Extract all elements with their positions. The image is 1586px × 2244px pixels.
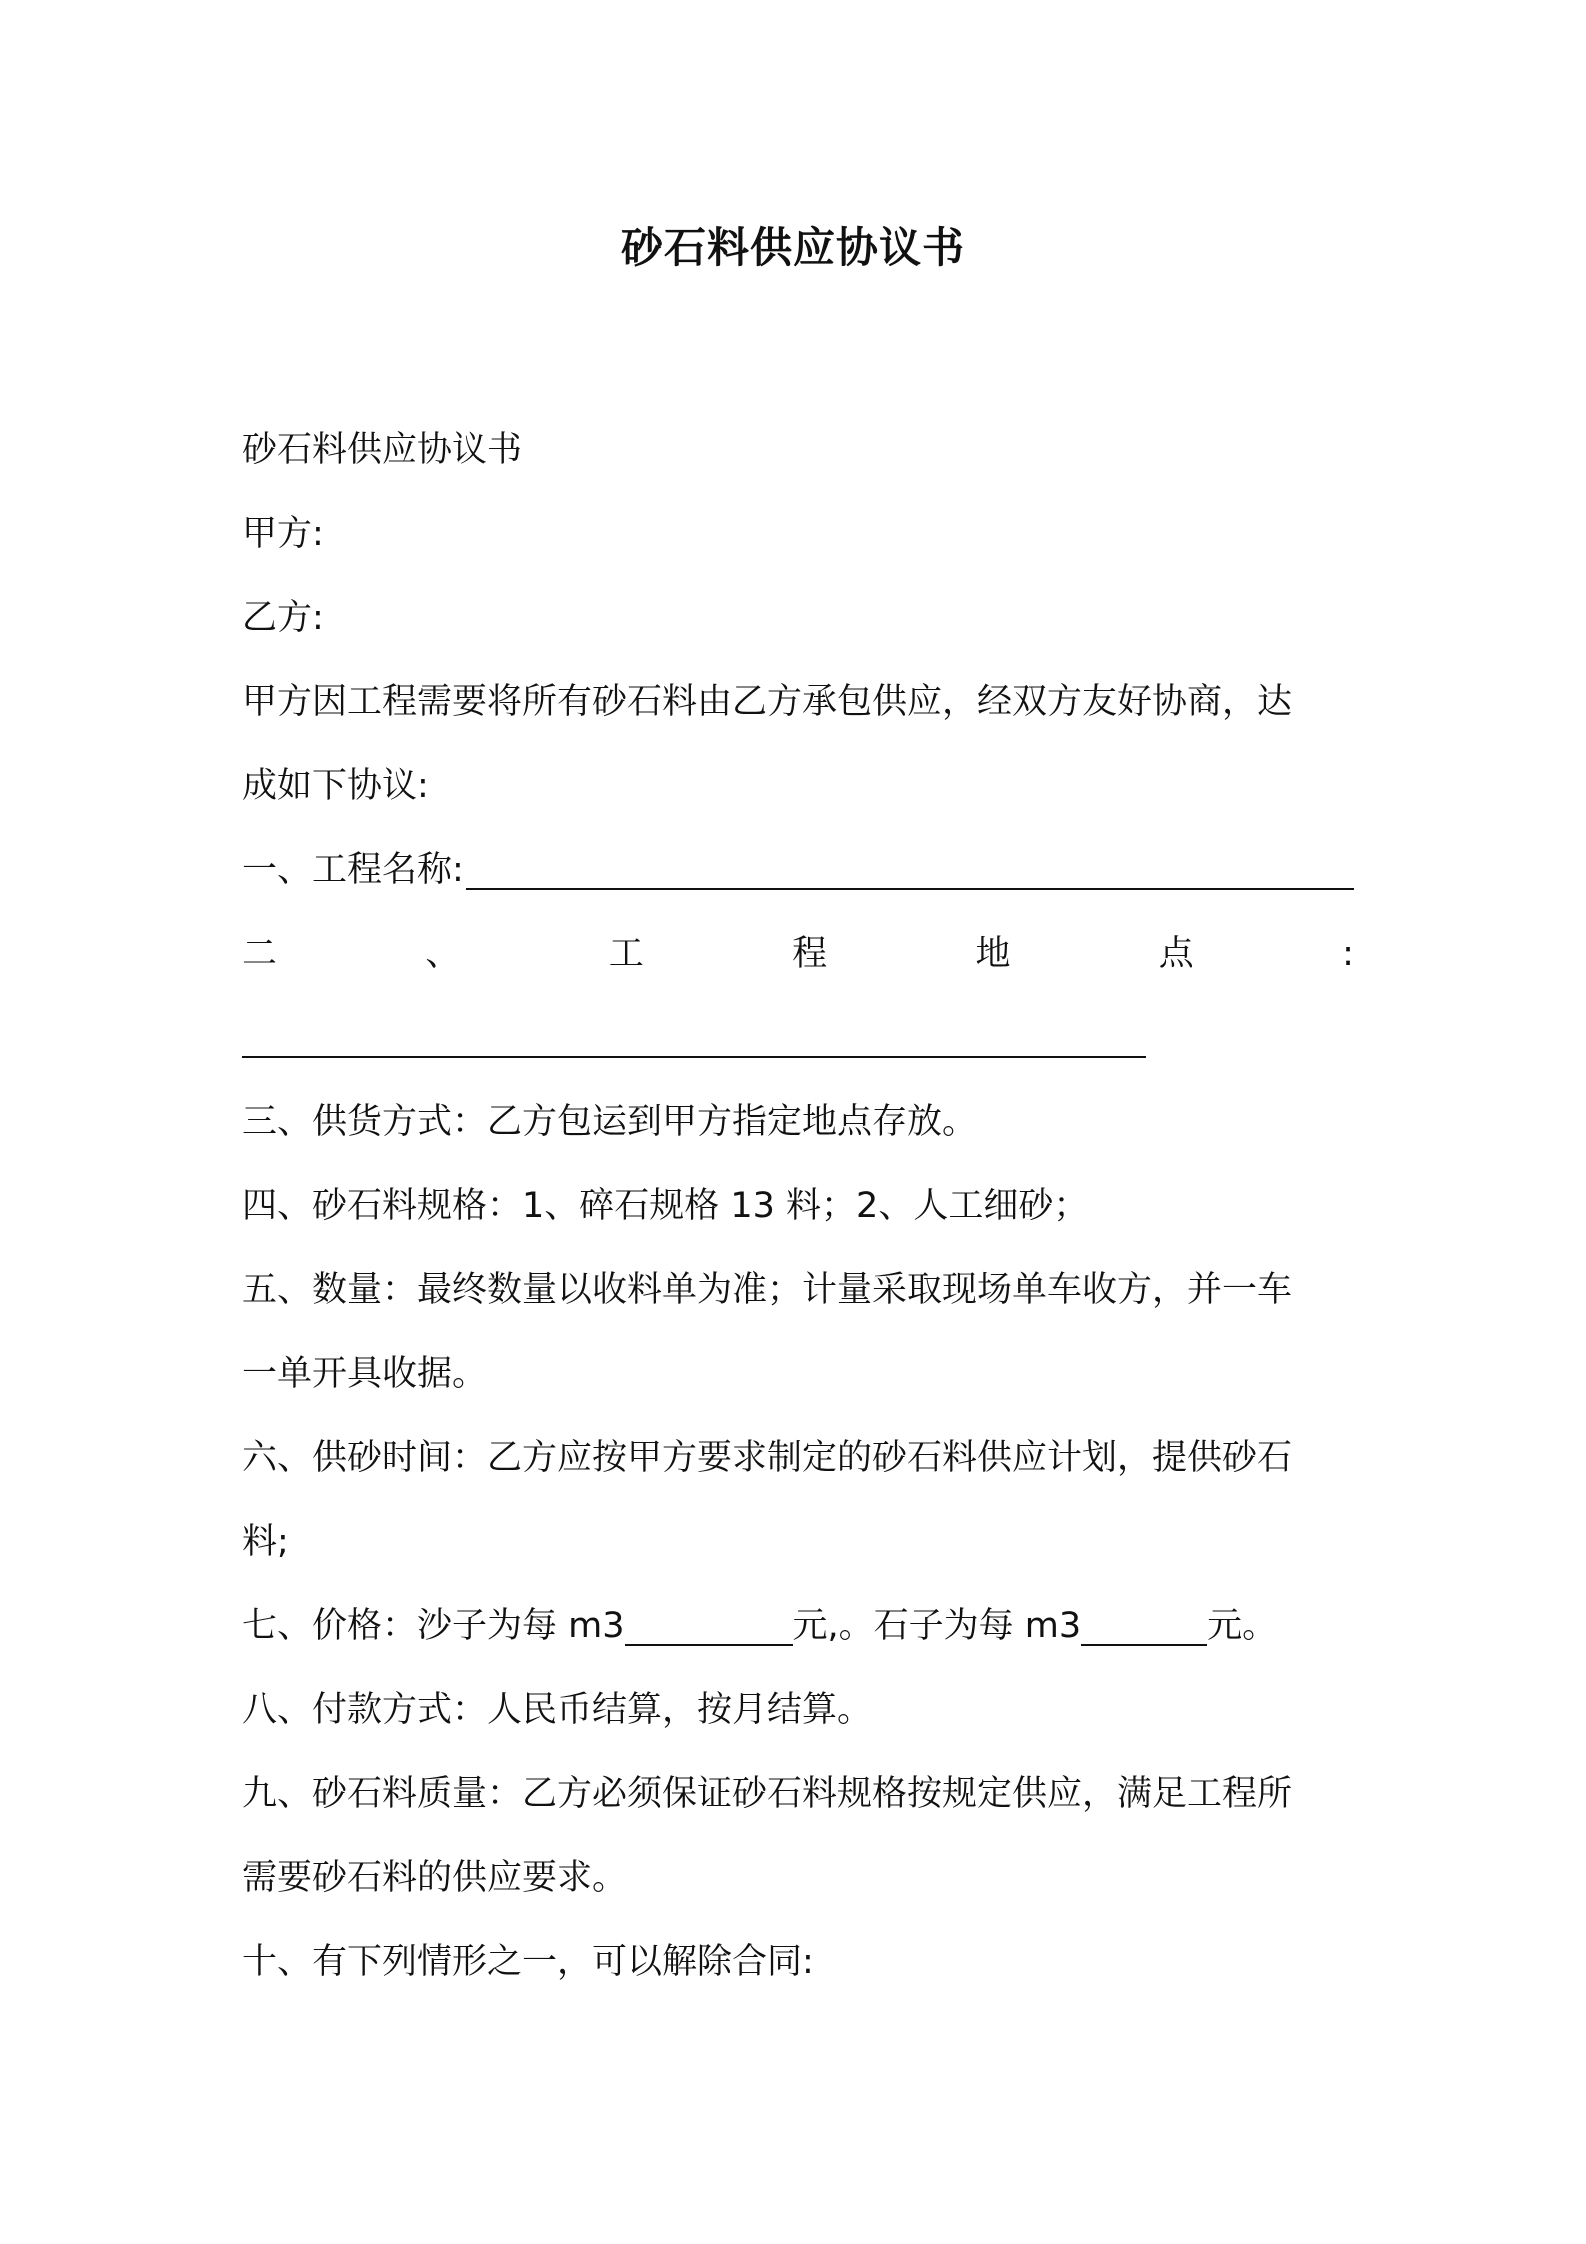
item-2-char: 、 xyxy=(425,934,461,974)
item-7-price xyxy=(242,1584,1354,1668)
item-7-part-3: 元。 xyxy=(1207,1606,1278,1646)
intro-line-2: 成如下协议: xyxy=(242,766,429,806)
item-2-char: 二 xyxy=(242,934,278,974)
item-9-line-1: 九、砂石料质量：乙方必须保证砂石料规格按规定供应，满足工程所 xyxy=(242,1774,1293,1814)
document-title: 砂石料供应协议书 xyxy=(620,223,965,272)
item-1-label: 一、工程名称: xyxy=(242,850,464,890)
item-8-payment: 八、付款方式：人民币结算，按月结算。 xyxy=(242,1690,873,1730)
item-2-char: : xyxy=(1342,934,1354,974)
item-2-char: 工 xyxy=(608,934,644,974)
item-6-line-1: 六、供砂时间：乙方应按甲方要求制定的砂石料供应计划，提供砂石 xyxy=(242,1438,1293,1478)
party-b-line: 乙方: xyxy=(242,598,324,638)
item-3-delivery: 三、供货方式：乙方包运到甲方指定地点存放。 xyxy=(242,1102,978,1142)
item-2-project-location xyxy=(242,912,1354,996)
document-body xyxy=(242,408,1354,2004)
item-4-specs: 四、砂石料规格：1、碎石规格 13 料；2、人工细砂； xyxy=(242,1186,1089,1226)
stone-price-blank xyxy=(1081,1644,1207,1646)
item-6-line-2: 料; xyxy=(242,1522,289,1562)
item-2-char: 点 xyxy=(1158,934,1194,974)
subtitle: 砂石料供应协议书 xyxy=(242,430,523,470)
item-2-char: 程 xyxy=(792,934,828,974)
project-name-blank xyxy=(466,888,1354,890)
project-location-blank-line xyxy=(242,996,1354,1080)
project-location-blank xyxy=(242,1056,1146,1058)
item-9-line-2: 需要砂石料的供应要求。 xyxy=(242,1858,628,1898)
item-5-line-2: 一单开具收据。 xyxy=(242,1354,488,1394)
party-a-line: 甲方: xyxy=(242,514,324,554)
intro-line-1: 甲方因工程需要将所有砂石料由乙方承包供应，经双方友好协商，达 xyxy=(242,682,1293,722)
item-2-char: 地 xyxy=(975,934,1011,974)
item-10-termination: 十、有下列情形之一，可以解除合同: xyxy=(242,1942,814,1982)
item-7-part-2: 元,。石子为每 m3 xyxy=(792,1606,1082,1646)
sand-price-blank xyxy=(625,1644,793,1646)
item-1-project-name xyxy=(242,828,1354,912)
item-5-line-1: 五、数量：最终数量以收料单为准；计量采取现场单车收方，并一车 xyxy=(242,1270,1293,1310)
item-7-part-1: 七、价格：沙子为每 m3 xyxy=(242,1606,625,1646)
